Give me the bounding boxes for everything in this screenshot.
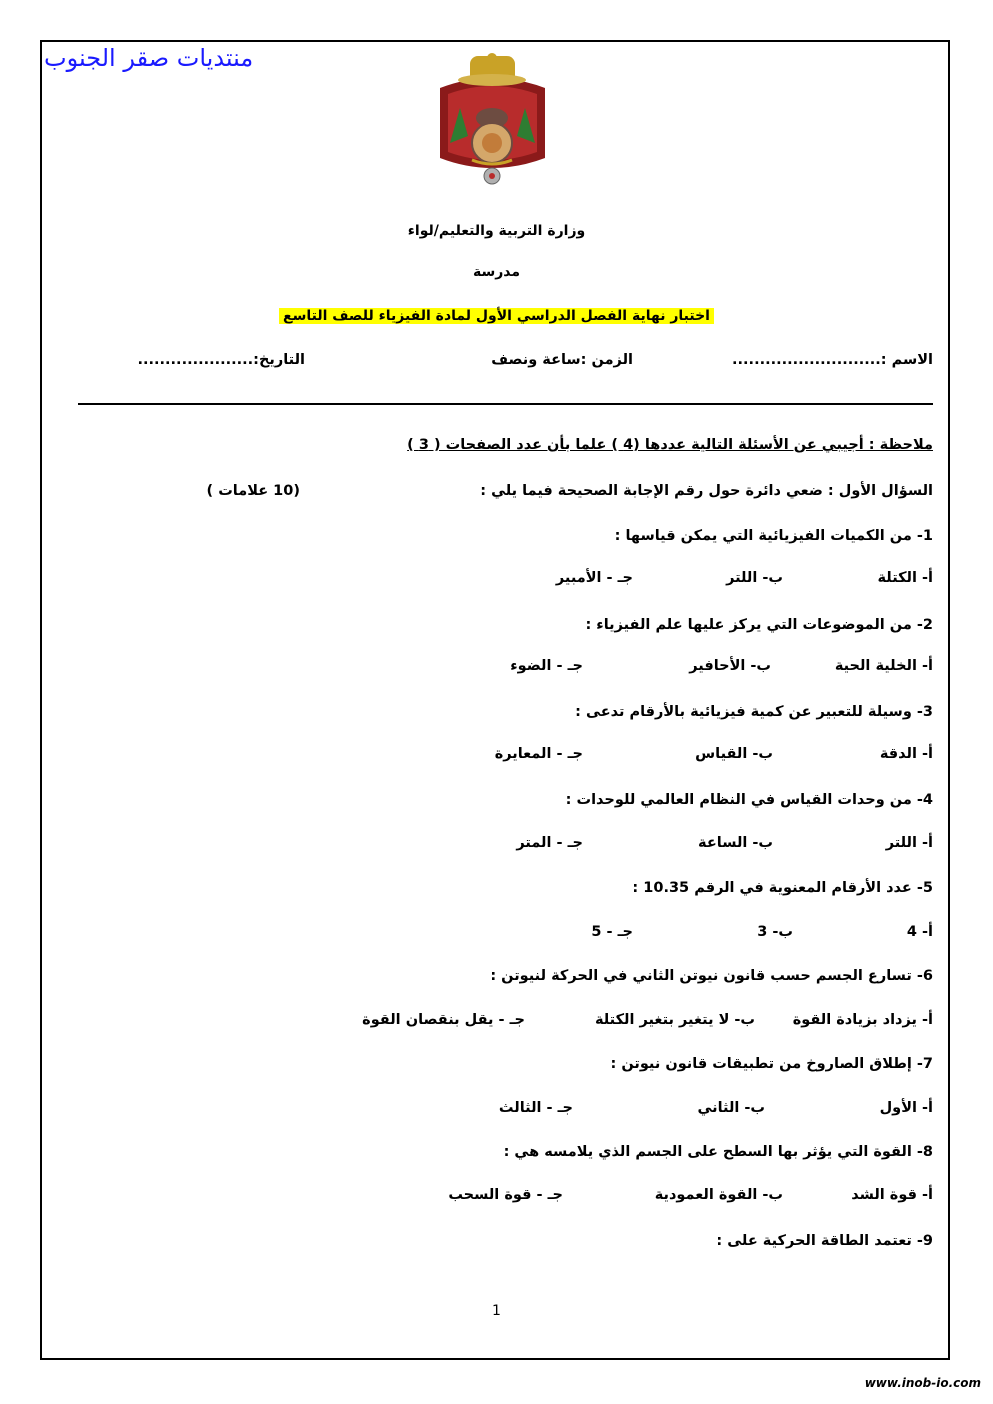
q5-option-b: ب- 3 bbox=[757, 924, 793, 940]
question-1: 1- من الكميات الفيزيائية التي يمكن قياسها : bbox=[614, 528, 933, 544]
q8-option-a: أ- قوة الشد bbox=[851, 1187, 933, 1203]
exam-duration: الزمن :ساعة ونصف bbox=[491, 352, 633, 368]
section-marks: (10 علامات ) bbox=[206, 483, 300, 499]
q5-option-c: جـ - 5 bbox=[591, 924, 633, 940]
q3-option-a: أ- الدقة bbox=[879, 746, 933, 762]
forum-watermark: منتديات صقر الجنوب bbox=[44, 44, 254, 72]
student-name-field: الاسم :........................... bbox=[732, 352, 933, 368]
q7-option-a: أ- الأول bbox=[879, 1100, 933, 1116]
q2-option-a: أ- الخلية الحية bbox=[834, 658, 933, 674]
question-5: 5- عدد الأرقام المعنوية في الرقم 10.35 : bbox=[632, 880, 933, 896]
q2-option-c: جـ - الضوء bbox=[510, 658, 583, 674]
q1-option-a: أ- الكتلة bbox=[877, 570, 933, 586]
q5-option-a: أ- 4 bbox=[906, 924, 933, 940]
q8-option-b: ب- القوة العمودية bbox=[654, 1187, 783, 1203]
question-2: 2- من الموضوعات التي يركز عليها علم الفيزياء : bbox=[585, 617, 933, 633]
section-title: السؤال الأول : ضعي دائرة حول رقم الإجابة الصحيحة فيما يلي : bbox=[480, 483, 933, 499]
q6-option-a: أ- يزداد بزيادة القوة bbox=[792, 1012, 933, 1028]
exam-title-line bbox=[0, 308, 993, 324]
question-4: 4- من وحدات القياس في النظام العالمي للوحدات : bbox=[565, 792, 933, 808]
instructions-note: ملاحظة : أجيبي عن الأسئلة التالية عددها (4 ) علما بأن عدد الصفحات ( 3 ) bbox=[407, 437, 933, 453]
page-number: 1 bbox=[492, 1303, 501, 1319]
divider-line bbox=[78, 403, 933, 405]
q3-option-b: ب- القياس bbox=[695, 746, 773, 762]
q4-option-b: ب- الساعة bbox=[698, 835, 773, 851]
q8-option-c: جـ - قوة السحب bbox=[448, 1187, 563, 1203]
q7-option-c: جـ - الثالث bbox=[498, 1100, 573, 1116]
q3-option-c: جـ - المعايرة bbox=[494, 746, 583, 762]
q1-option-b: ب- اللتر bbox=[726, 570, 783, 586]
school-line: مدرسة bbox=[472, 264, 521, 280]
question-7: 7- إطلاق الصاروخ من تطبيقات قانون نيوتن : bbox=[610, 1056, 933, 1072]
q6-option-b: ب- لا يتغير بتغير الكتلة bbox=[594, 1012, 755, 1028]
question-9: 9- تعتمد الطاقة الحركية على : bbox=[716, 1233, 933, 1249]
exam-date-field: التاريخ:..................... bbox=[137, 352, 305, 368]
footer-watermark: www.inob-io.com bbox=[864, 1376, 981, 1390]
coat-of-arms-emblem bbox=[430, 48, 555, 198]
question-6: 6- تسارع الجسم حسب قانون نيوتن الثاني في الحركة لنيوتن : bbox=[490, 968, 933, 984]
q2-option-b: ب- الأحافير bbox=[689, 658, 771, 674]
question-3: 3- وسيلة للتعبير عن كمية فيزيائية بالأرقام تدعى : bbox=[575, 704, 933, 720]
ministry-line: وزارة التربية والتعليم/لواء bbox=[407, 223, 586, 239]
exam-title: اختبار نهاية الفصل الدراسي الأول لمادة الفيزياء للصف التاسع bbox=[279, 308, 714, 324]
q7-option-b: ب- الثاني bbox=[697, 1100, 765, 1116]
q6-option-c: جـ - يقل بنقصان القوة bbox=[362, 1012, 525, 1028]
question-8: 8- القوة التي يؤثر بها السطح على الجسم الذي يلامسه هي : bbox=[503, 1144, 933, 1160]
q4-option-c: جـ - المتر bbox=[516, 835, 583, 851]
q4-option-a: أ- اللتر bbox=[885, 835, 933, 851]
q1-option-c: جـ - الأمبير bbox=[555, 570, 633, 586]
